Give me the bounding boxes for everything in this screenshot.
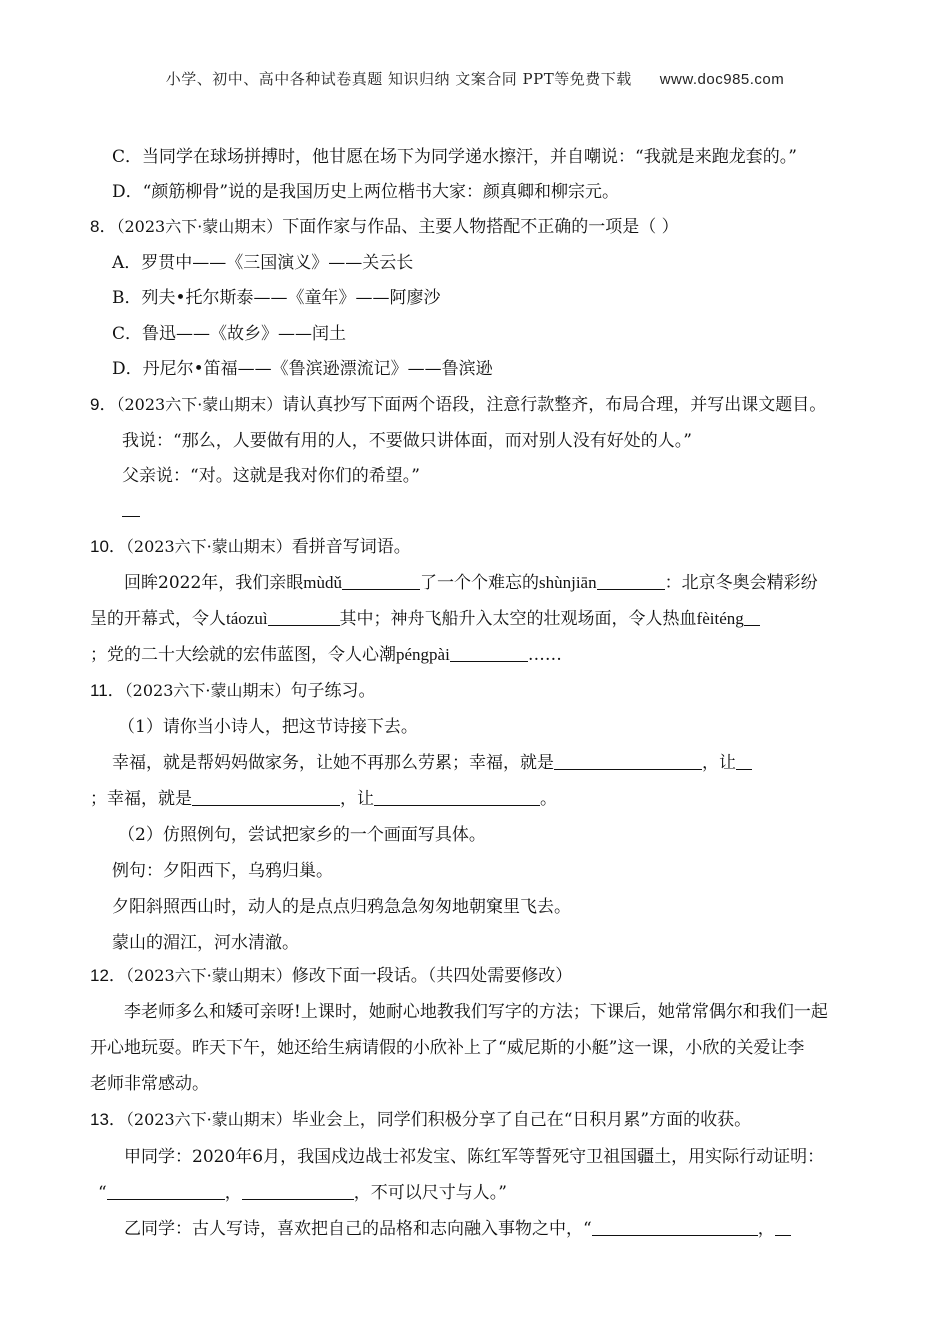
q11-poem-line-2 (90, 787, 557, 811)
q9-stem (90, 393, 826, 417)
q11-poem-text-1b: ，让 (702, 753, 736, 773)
q10-text-1b: 了一个个难忘的 (420, 573, 539, 593)
q9-text: 请认真抄写下面两个语段，注意行款整齐，布局合理，并写出课文题目。 (282, 395, 827, 415)
q10-blank-4[interactable] (744, 607, 760, 626)
q10-pinyin-pengpai: péngpài (396, 645, 450, 664)
q11-text: 句子练习。 (290, 681, 376, 701)
q8-text: 下面作家与作品、主要人物搭配不正确的一项是（ ） (282, 217, 679, 237)
q13-blank-3[interactable] (592, 1217, 758, 1236)
q9-paragraph-2: 父亲说：“对。这就是我对你们的希望。” (122, 466, 420, 486)
q13-text-tail: ，不可以尺寸与人。” (353, 1183, 507, 1203)
q11-example: 例句：夕阳西下，乌鸦归巢。 (112, 861, 333, 881)
q9-answer-blank[interactable] (122, 500, 140, 524)
q13-blank-1[interactable] (107, 1181, 225, 1200)
q11-stem (90, 679, 375, 703)
q11-poem-text-2c: 。 (540, 789, 557, 809)
q11-poem-text-2a: ；幸福，就是 (90, 789, 192, 809)
q12-paragraph-line-3: 老师非常感动。 (90, 1074, 209, 1094)
q13-tag: （2023六下·蒙山期末） (125, 1110, 292, 1129)
q11-poem-text-1a: 幸福，就是帮妈妈做家务，让她不再那么劳累；幸福，就是 (112, 753, 554, 773)
q10-pinyin-mudu: mùdǔ (303, 573, 342, 592)
q13-answer-b-line-1 (124, 1217, 791, 1241)
q8-option-a: A．罗贯中——《三国演义》——关云长 (112, 253, 414, 273)
q8-option-c: C．鲁迅——《故乡》——闰土 (112, 324, 347, 344)
q7-option-d: D．“颜筋柳骨”说的是我国历史上两位楷书大家：颜真卿和柳宗元。 (112, 182, 620, 202)
q13-blank-2[interactable] (242, 1181, 354, 1200)
page-header (0, 68, 950, 89)
q13-number: 13． (90, 1110, 126, 1129)
q12-paragraph-line-2: 开心地玩耍。昨天下午，她还给生病请假的小欣补上了“威尼斯的小艇”这一课，小欣的关爱让李 (90, 1038, 805, 1058)
q12-text: 修改下面一段话。（共四处需要修改） (291, 966, 573, 986)
q9-paragraph-1: 我说：“那么，人要做有用的人，不要做只讲体面，而对别人没有好处的人。” (122, 431, 692, 451)
q10-stem (90, 535, 411, 559)
q10-line-3 (90, 643, 562, 667)
q13-b-text: 乙同学：古人写诗，喜欢把自己的品格和志向融入事物之中，“ (124, 1219, 592, 1239)
q13-stem (90, 1108, 751, 1132)
q7-option-c: C．当同学在球场拼搏时，他甘愿在场下为同学递水擦汗，并自嘲说：“我就是来跑龙套的。” (112, 147, 797, 167)
q13-b-comma: ， (757, 1219, 775, 1239)
q8-tag: （2023六下·蒙山期末） (116, 217, 283, 236)
q12-tag: （2023六下·蒙山期末） (125, 966, 292, 985)
q10-text-3a: ；党的二十大绘就的宏伟蓝图，令人心潮 (90, 645, 396, 665)
q10-pinyin-feiteng: fèiténg (696, 609, 744, 628)
q13-answer-a-line-2 (98, 1181, 507, 1205)
q11-sub-2: （2）仿照例句，尝试把家乡的一个画面写具体。 (118, 825, 486, 845)
q10-text-1a: 回眸2022年，我们亲眼 (124, 573, 304, 593)
q11-blank-4[interactable] (374, 787, 540, 806)
q10-text-2a: 呈的开幕式，令人 (90, 609, 226, 629)
q10-pinyin-shunjian: shùnjiān (539, 573, 597, 592)
q11-sub-1: （1）请你当小诗人，把这节诗接下去。 (118, 717, 418, 737)
q8-option-b: B．列夫•托尔斯泰——《童年》——阿廖沙 (112, 288, 441, 308)
q10-text-3b: …… (527, 645, 562, 665)
q9-tag: （2023六下·蒙山期末） (116, 395, 283, 414)
q10-text-2b: 其中；神舟飞船升入太空的壮观场面，令人热血 (339, 609, 697, 629)
q13-quote-open: “ (98, 1183, 107, 1203)
q10-tag: （2023六下·蒙山期末） (125, 537, 292, 556)
q10-line-2 (90, 607, 760, 631)
q10-blank-2[interactable] (597, 571, 665, 590)
q13-answer-a-line-1: 甲同学：2020年6月，我国戍边战士祁发宝、陈红军等誓死守卫祖国疆土，用实际行动证明： (124, 1147, 825, 1167)
q10-line-1 (124, 571, 818, 595)
q8-option-d: D．丹尼尔•笛福——《鲁滨逊漂流记》——鲁滨逊 (112, 359, 493, 379)
q11-poem-text-2b: ，让 (340, 789, 374, 809)
q13-blank-4[interactable] (775, 1217, 791, 1236)
q12-number: 12． (90, 966, 126, 985)
q10-blank-3[interactable] (268, 607, 340, 626)
q12-paragraph-line-1: 李老师多么和矮可亲呀!上课时，她耐心地教我们写字的方法；下课后，她常常偶尔和我们一起 (124, 1002, 828, 1022)
q10-blank-1[interactable] (342, 571, 420, 590)
q11-tag: （2023六下·蒙山期末） (124, 681, 291, 700)
q8-stem (90, 215, 679, 239)
q13-comma: ， (224, 1183, 242, 1203)
q11-number: 11． (90, 681, 125, 700)
q10-blank-5[interactable] (450, 643, 528, 662)
header-site[interactable]: www.doc985.com (659, 71, 785, 88)
q9-number: 9． (90, 395, 117, 414)
q10-number: 10． (90, 537, 126, 556)
q10-pinyin-taozui: táozuì (226, 609, 268, 628)
q13-text: 毕业会上，同学们积极分享了自己在“日积月累”方面的收获。 (291, 1110, 752, 1130)
q10-text-1c: ：北京冬奥会精彩纷 (664, 573, 818, 593)
q12-stem (90, 964, 572, 988)
q11-example-expanded: 夕阳斜照西山时，动人的是点点归鸦急急匆匆地朝窠里飞去。 (112, 897, 571, 917)
q11-blank-3[interactable] (192, 787, 340, 806)
q11-blank-2[interactable] (736, 751, 752, 770)
q11-blank-1[interactable] (554, 751, 702, 770)
q11-poem-line-1 (112, 751, 752, 775)
q10-text: 看拼音写词语。 (291, 537, 411, 557)
header-text: 小学、初中、高中各种试卷真题 知识归纳 文案合同 PPT等免费下载 (165, 70, 632, 88)
q11-task: 蒙山的湄江，河水清澈。 (112, 933, 299, 953)
q8-number: 8． (90, 217, 117, 236)
